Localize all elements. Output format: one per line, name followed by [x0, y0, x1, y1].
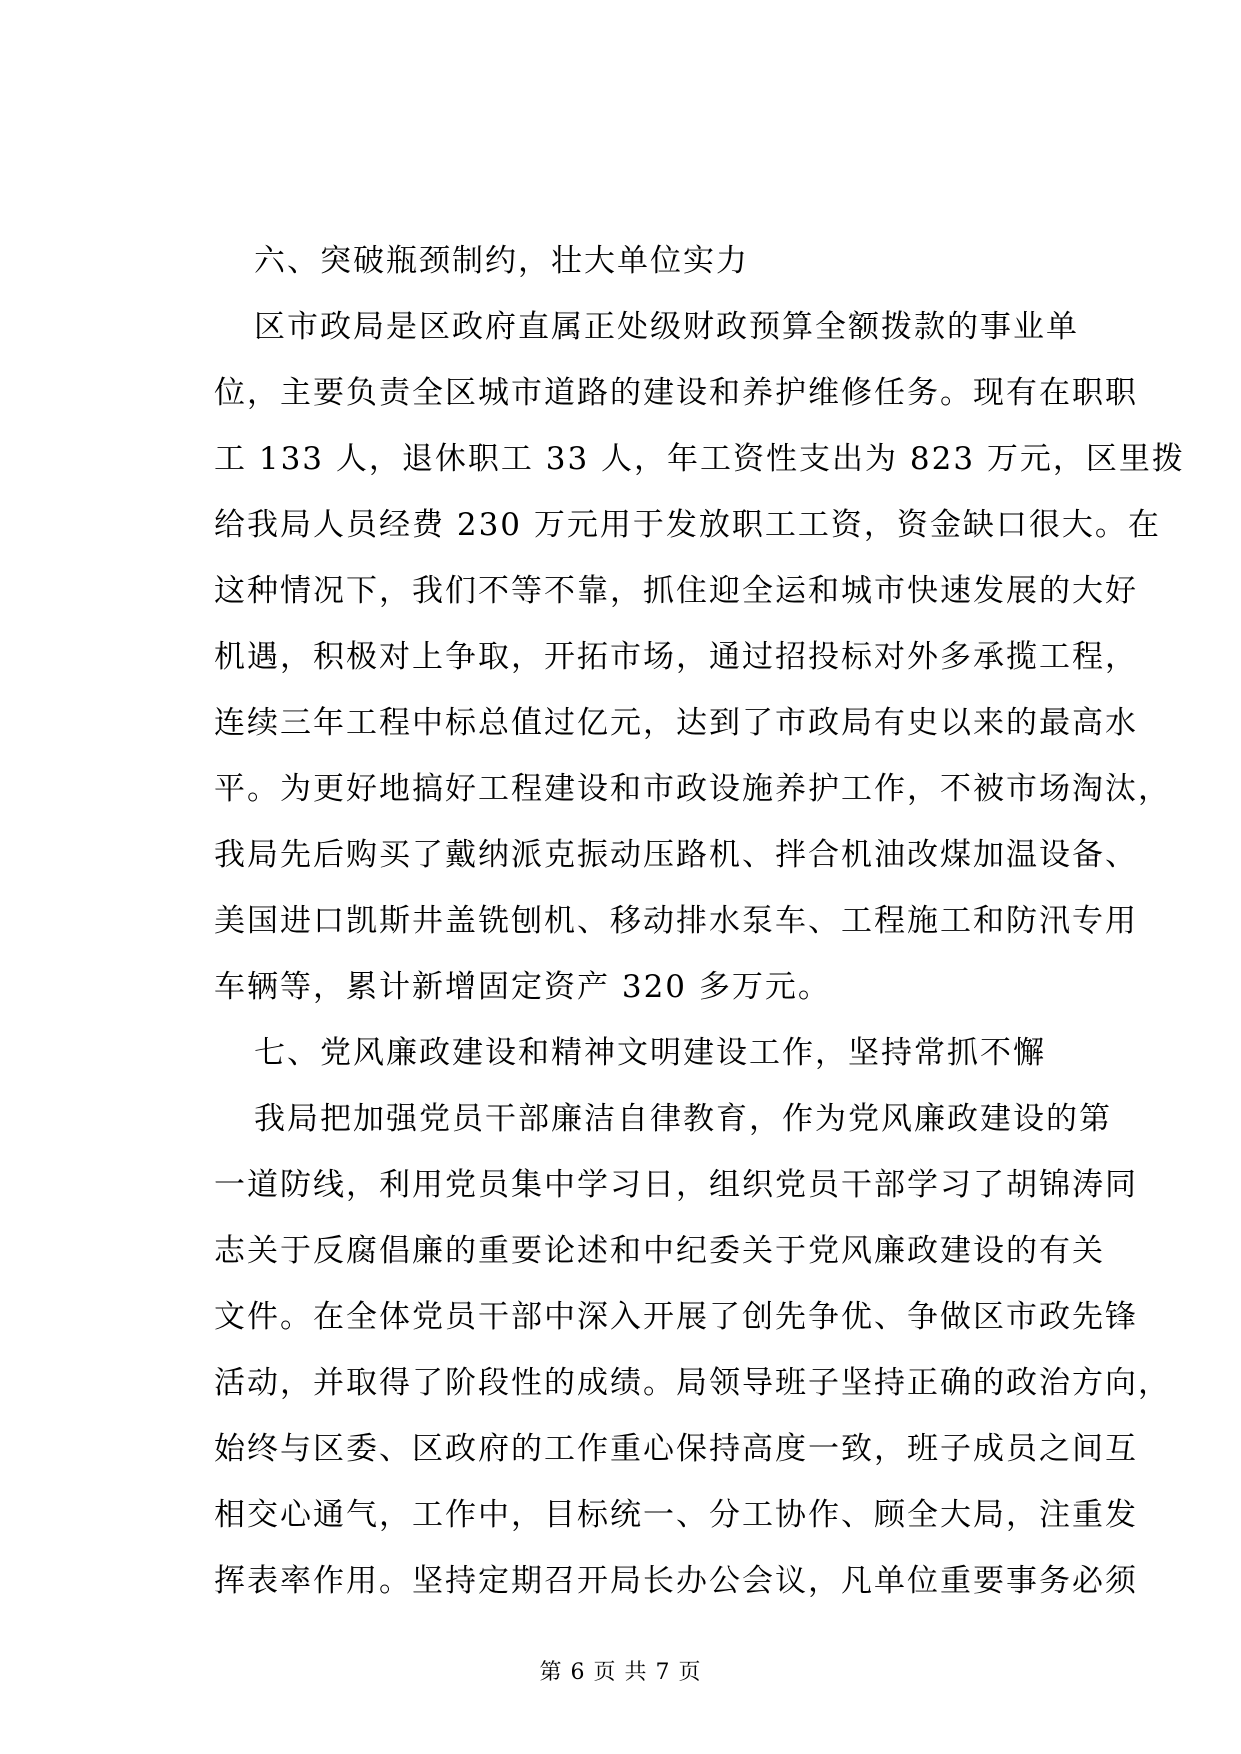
paragraph-line: 我局把加强党员干部廉洁自律教育，作为党风廉政建设的第	[254, 1101, 1112, 1137]
paragraph-line: 始终与区委、区政府的工作重心保持高度一致，班子成员之间互	[214, 1431, 1138, 1467]
section-heading-6: 六、突破瓶颈制约，壮大单位实力	[254, 243, 749, 279]
page-number-footer: 第 6 页 共 7 页	[539, 1660, 702, 1685]
paragraph-line: 连续三年工程中标总值过亿元，达到了市政局有史以来的最高水	[214, 705, 1138, 741]
paragraph-line: 志关于反腐倡廉的重要论述和中纪委关于党风廉政建设的有关	[214, 1233, 1105, 1269]
paragraph-line: 机遇，积极对上争取，开拓市场，通过招投标对外多承揽工程，	[214, 639, 1138, 675]
paragraph-line: 文件。在全体党员干部中深入开展了创先争优、争做区市政先锋	[214, 1299, 1138, 1335]
paragraph-line: 活动，并取得了阶段性的成绩。局领导班子坚持正确的政治方向，	[214, 1365, 1171, 1401]
paragraph-line: 挥表率作用。坚持定期召开局长办公会议，凡单位重要事务必须	[214, 1563, 1138, 1599]
document-body	[214, 228, 1185, 1614]
paragraph-line: 一道防线，利用党员集中学习日，组织党员干部学习了胡锦涛同	[214, 1167, 1138, 1203]
paragraph-line: 这种情况下，我们不等不靠，抓住迎全运和城市快速发展的大好	[214, 573, 1138, 609]
paragraph-line: 我局先后购买了戴纳派克振动压路机、拌合机油改煤加温设备、	[214, 837, 1138, 873]
paragraph-line: 区市政局是区政府直属正处级财政预算全额拨款的事业单	[254, 309, 1079, 345]
paragraph-line: 位，主要负责全区城市道路的建设和养护维修任务。现有在职职	[214, 375, 1138, 411]
paragraph-line: 美国进口凯斯井盖铣刨机、移动排水泵车、工程施工和防汛专用	[214, 903, 1138, 939]
section-heading-7: 七、党风廉政建设和精神文明建设工作，坚持常抓不懈	[254, 1035, 1046, 1071]
paragraph-line: 相交心通气，工作中，目标统一、分工协作、顾全大局，注重发	[214, 1497, 1138, 1533]
paragraph-line: 平。为更好地搞好工程建设和市政设施养护工作，不被市场淘汰，	[214, 771, 1171, 807]
paragraph-line: 车辆等，累计新增固定资产 320 多万元。	[214, 969, 831, 1005]
paragraph-line: 工 133 人，退休职工 33 人，年工资性支出为 823 万元，区里拨	[214, 441, 1185, 477]
paragraph-line: 给我局人员经费 230 万元用于发放职工工资，资金缺口很大。在	[214, 507, 1161, 543]
